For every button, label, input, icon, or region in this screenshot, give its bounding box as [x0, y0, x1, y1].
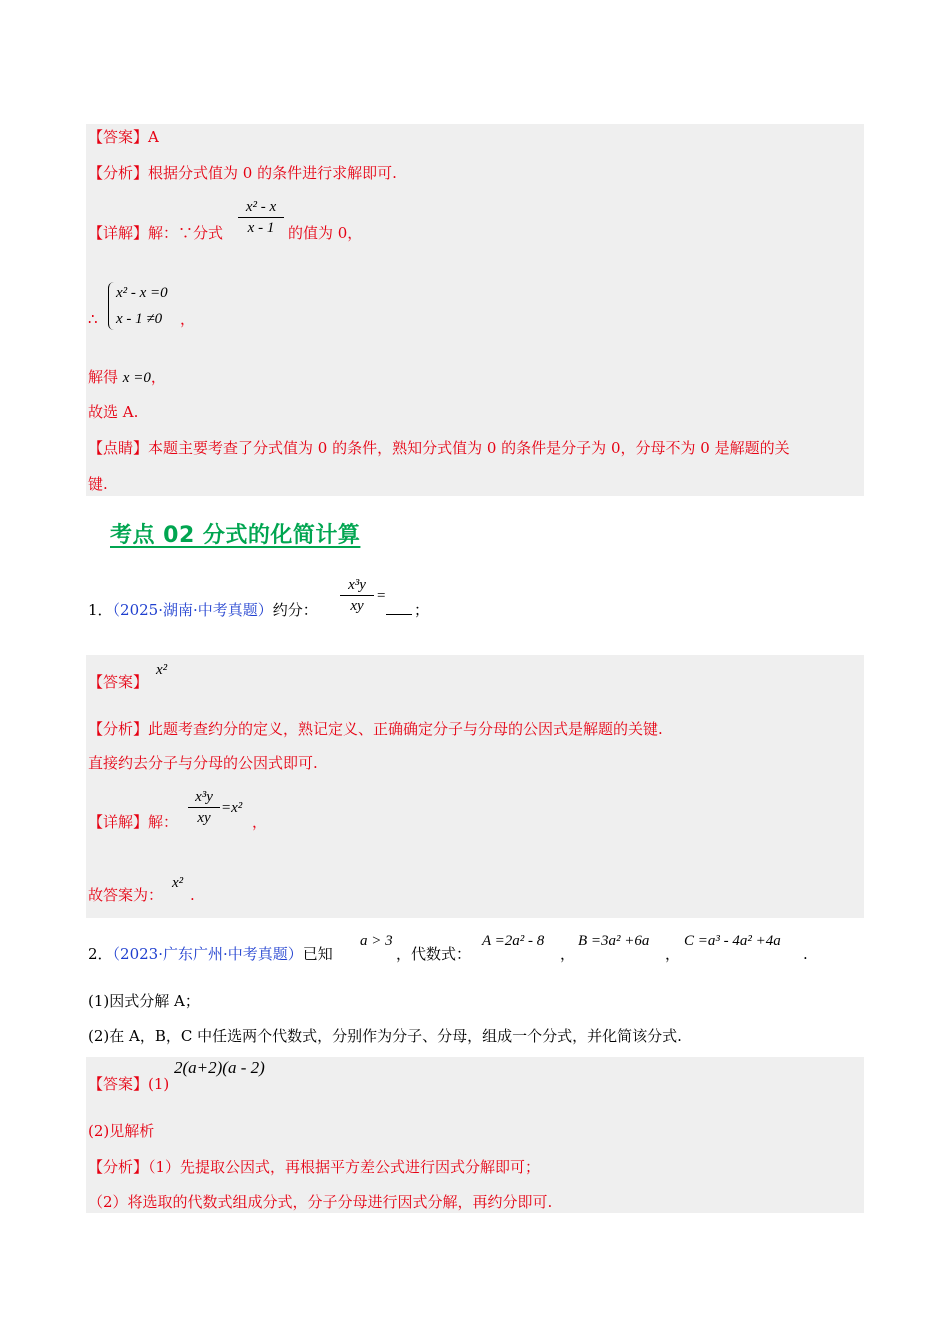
- therefore-symbol: ∴: [88, 310, 98, 328]
- answer-blank: [386, 602, 412, 615]
- question-1-blank: [384, 600, 429, 620]
- answer-math-2: x²: [156, 662, 168, 678]
- expression-c: C =a³ - 4a² +4a: [684, 933, 781, 949]
- question-2-end: .: [803, 945, 808, 963]
- final-end: .: [190, 886, 195, 904]
- analysis-text-3b: （2）将选取的代数式组成分式，分子分母进行因式分解，再约分即可.: [88, 1193, 553, 1211]
- solve-prefix: 解得: [88, 368, 119, 386]
- expression-b: B =3a² +6a: [578, 933, 650, 949]
- detail-prefix: 解：∵分式: [148, 224, 224, 242]
- question-2-expr-label: ，代数式：: [396, 945, 472, 963]
- question-1-equals: =: [377, 588, 386, 604]
- answer-line-3: [88, 1074, 169, 1094]
- question-1-end: ；: [414, 601, 430, 619]
- solve-line: [88, 367, 166, 388]
- question-text: 约分：: [272, 601, 318, 619]
- analysis-line-3a: [88, 1157, 540, 1177]
- detail-fraction: [238, 198, 284, 237]
- system-brace: [108, 282, 114, 330]
- question-2-part-1: (1)因式分解 A；: [88, 992, 200, 1010]
- question-1-fraction: [340, 576, 374, 615]
- fraction-numerator: x² - x: [245, 199, 277, 215]
- final-math: x²: [172, 875, 184, 891]
- comment-line-1: [88, 438, 790, 458]
- answer-block-3: [86, 1057, 864, 1213]
- question-number: 2．: [88, 945, 113, 963]
- analysis-text-2a: 此题考查约分的定义，熟记定义、正确确定分子与分母的公因式是解题的关键.: [148, 720, 663, 738]
- fraction-bar: [238, 217, 284, 218]
- detail-prefix-2: 解：: [148, 813, 179, 831]
- answer-part-1-label: (1): [148, 1075, 170, 1093]
- detail-tag-2: 【详解】: [88, 813, 149, 831]
- analysis-text-2b: 直接约去分子与分母的公因式即可.: [88, 754, 318, 772]
- analysis-tag-3: 【分析】: [88, 1158, 149, 1176]
- comment-text-2: 键.: [88, 475, 108, 493]
- detail-fraction-2: [188, 788, 220, 827]
- system-equation-1: x² - x =0: [116, 285, 168, 301]
- question-source: （2025·湖南·中考真题）: [112, 601, 273, 619]
- comment-text-1: 本题主要考查了分式值为 0 的条件，熟知分式值为 0 的条件是分子为 0，分母不为 0 是解题的关: [148, 439, 790, 457]
- detail-suffix: 的值为 0，: [288, 224, 363, 242]
- question-1: [88, 600, 318, 620]
- answer-tag: 【答案】: [88, 128, 149, 146]
- question-2-condition: a > 3: [360, 933, 393, 949]
- question-number: 1．: [88, 601, 113, 619]
- analysis-tag-2: 【分析】: [88, 720, 149, 738]
- question-2: [88, 944, 333, 964]
- answer-block-2: [86, 655, 864, 918]
- answer-tag-3: 【答案】: [88, 1075, 149, 1093]
- solve-math: x =0: [122, 370, 151, 386]
- section-heading: 考点 02 分式的化简计算: [110, 523, 361, 548]
- system-equation-2: x - 1 ≠0: [116, 311, 163, 327]
- fraction-bar: [340, 595, 374, 596]
- fraction-numerator: x³y: [195, 789, 213, 805]
- answer-part-2: (2)见解析: [88, 1122, 155, 1140]
- answer-line: [88, 127, 159, 147]
- detail-comma-2: ，: [252, 813, 268, 831]
- detail-line-2: [88, 812, 178, 832]
- fraction-numerator: x³y: [348, 577, 366, 593]
- answer-value: A: [148, 128, 159, 146]
- fraction-denominator: xy: [197, 810, 211, 826]
- analysis-text-3a: （1）先提取公因式，再根据平方差公式进行因式分解即可；: [148, 1158, 541, 1176]
- solve-suffix: ，: [150, 368, 166, 386]
- choose-line: 故选 A.: [88, 403, 139, 421]
- question-known: 已知: [302, 945, 333, 963]
- analysis-line: [88, 163, 397, 183]
- fraction-denominator: xy: [350, 598, 364, 614]
- detail-line: [88, 223, 223, 243]
- analysis-tag: 【分析】: [88, 164, 149, 182]
- answer-tag-2: 【答案】: [88, 673, 149, 691]
- expression-a: A =2a² - 8: [482, 933, 545, 949]
- detail-result-2: =x²: [221, 800, 243, 816]
- question-2-part-2: (2)在 A，B，C 中任选两个代数式，分别作为分子、分母，组成一个分式，并化简该分式.: [88, 1027, 682, 1045]
- fraction-denominator: x - 1: [247, 220, 275, 236]
- fraction-bar: [188, 807, 220, 808]
- separator-2: ，: [665, 945, 681, 963]
- answer-part-1-math: 2(a+2)(a - 2): [174, 1058, 265, 1077]
- analysis-line-2a: [88, 719, 663, 739]
- final-prefix: 故答案为：: [88, 886, 164, 904]
- analysis-text: 根据分式值为 0 的条件进行求解即可.: [148, 164, 397, 182]
- detail-tag: 【详解】: [88, 224, 149, 242]
- separator-1: ，: [560, 945, 576, 963]
- comment-tag: 【点睛】: [88, 439, 149, 457]
- system-comma: ，: [180, 310, 196, 328]
- question-source: （2023·广东广州·中考真题）: [112, 945, 303, 963]
